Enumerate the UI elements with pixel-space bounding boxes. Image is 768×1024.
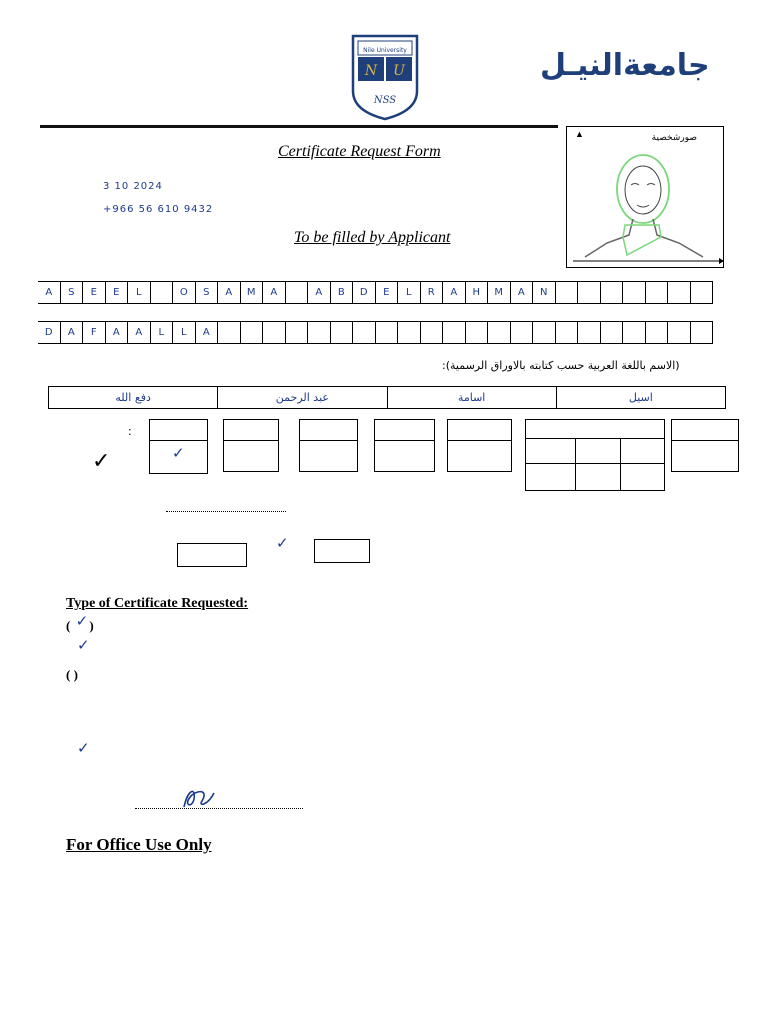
svg-text:NSS: NSS [373,95,397,106]
letter-cell[interactable] [285,281,309,304]
letter-cell[interactable] [217,321,241,344]
option-box-5-header [447,419,512,441]
letter-cell[interactable]: A [105,321,129,344]
letter-cell[interactable]: D [352,281,376,304]
option-box-6[interactable] [671,440,739,472]
letter-cell[interactable]: E [82,281,106,304]
letter-cell[interactable] [622,321,646,344]
option-group-cell-1[interactable] [525,438,576,464]
arabic-grandfather-name[interactable]: عبد الرحمن [217,387,386,408]
letter-cell[interactable]: L [127,281,151,304]
letter-cell[interactable] [667,321,691,344]
handwritten-phone: +966 56 610 9432 [103,204,214,215]
hand-tick-icon: ✓ [77,636,90,654]
arabic-family-name[interactable]: دفع الله [115,391,151,404]
letter-cell[interactable]: A [127,321,151,344]
option-box-4-header [374,419,435,441]
header-rule [40,125,558,128]
option-group-cell-2[interactable] [575,438,621,464]
svg-text:U: U [393,63,405,79]
letter-cell[interactable]: M [240,281,264,304]
letter-cell[interactable] [555,321,579,344]
face-silhouette-icon [567,127,723,267]
letter-cell[interactable] [667,281,691,304]
open-paren: ( [66,618,71,633]
letter-cell[interactable] [690,281,714,304]
letter-cell[interactable]: B [330,281,354,304]
letter-cell[interactable]: A [510,281,534,304]
letter-cell[interactable] [307,321,331,344]
letter-cell[interactable]: L [397,281,421,304]
letter-cell[interactable]: A [195,321,219,344]
letter-cell[interactable] [622,281,646,304]
letter-cell[interactable]: M [487,281,511,304]
letter-cell[interactable] [465,321,489,344]
photo-marker: ▲ [575,129,584,139]
letter-cell[interactable]: A [60,321,84,344]
svg-text:N: N [364,63,378,79]
letter-cell[interactable] [645,281,669,304]
letter-cell[interactable]: E [375,281,399,304]
university-crest-logo [350,33,420,121]
option-box-1[interactable] [149,440,208,474]
letter-cell[interactable]: R [420,281,444,304]
signature-scribble-icon [178,785,218,813]
letter-cell[interactable]: L [150,321,174,344]
letter-cell[interactable]: E [105,281,129,304]
office-use-heading: For Office Use Only [66,835,212,854]
name-grid-row-2 [38,321,728,344]
photo-label: صورشخصية [651,133,697,143]
letter-cell[interactable] [352,321,376,344]
letter-cell[interactable]: S [60,281,84,304]
letter-cell[interactable]: H [465,281,489,304]
option-group-cell-5[interactable] [575,463,621,491]
letter-cell[interactable]: S [195,281,219,304]
option-group-cell-4[interactable] [525,463,576,491]
letter-cell[interactable] [330,321,354,344]
letter-cell[interactable] [645,321,669,344]
option-group-cell-3[interactable] [620,438,665,464]
dotted-line[interactable] [166,511,286,512]
option-box-3[interactable] [299,440,358,472]
letter-cell[interactable] [397,321,421,344]
option-box-5[interactable] [447,440,512,472]
handwritten-date: 3 10 2024 [103,181,163,192]
name-grid-row-1 [38,281,754,304]
option-group-header [525,419,665,439]
letter-cell[interactable]: A [442,281,466,304]
form-title: Certificate Request Form [278,143,441,160]
arabic-first-name[interactable]: اسيل [556,387,725,408]
close-paren: ) [89,618,94,633]
letter-cell[interactable] [442,321,466,344]
letter-cell[interactable]: F [82,321,106,344]
letter-cell[interactable] [555,281,579,304]
letter-cell[interactable] [240,321,264,344]
letter-cell[interactable] [577,281,601,304]
signature-line[interactable] [135,808,303,809]
letter-cell[interactable] [532,321,556,344]
letter-cell[interactable] [420,321,444,344]
letter-cell[interactable]: D [38,321,61,344]
small-field-1[interactable] [177,543,247,567]
letter-cell[interactable]: A [38,281,61,304]
option-box-3-header [299,419,358,441]
option-box-1-header [149,419,208,441]
arabic-father-name[interactable]: اسامة [387,387,556,408]
certificate-type-heading: Type of Certificate Requested: [66,596,249,611]
hand-tick-icon: ✓ [276,534,289,552]
option-box-2[interactable] [223,440,279,472]
arabic-name-fields [48,386,726,409]
check-mark-icon: ✓ [92,448,111,473]
letter-cell[interactable] [375,321,399,344]
photo-box[interactable] [566,126,724,268]
colon-mark: : [128,423,132,438]
form-subtitle: To be filled by Applicant [294,229,451,246]
letter-cell[interactable] [600,281,624,304]
letter-cell[interactable] [150,281,174,304]
letter-cell[interactable] [690,321,714,344]
letter-cell[interactable]: A [307,281,331,304]
option-group-cell-6[interactable] [620,463,665,491]
hand-tick-icon: ✓ [172,444,185,462]
letter-cell[interactable]: O [172,281,196,304]
letter-cell[interactable]: N [532,281,556,304]
letter-cell[interactable] [600,321,624,344]
certificate-option-2[interactable]: ( ) [66,667,78,682]
hand-tick-icon: ✓ [75,612,89,630]
letter-cell[interactable] [285,321,309,344]
arabic-name-note: (الاسم باللغة العربية حسب كتابته بالاوراق الرسمية): [442,359,680,372]
option-box-2-header [223,419,279,441]
letter-cell[interactable] [487,321,511,344]
letter-cell[interactable]: A [217,281,241,304]
letter-cell[interactable]: A [262,281,286,304]
certificate-option-1[interactable] [66,612,94,634]
letter-cell[interactable] [262,321,286,344]
svg-text:Nile University: Nile University [363,47,407,54]
option-box-4[interactable] [374,440,435,472]
option-box-6-header [671,419,739,441]
letter-cell[interactable]: L [172,321,196,344]
small-field-2[interactable] [314,539,370,563]
letter-cell[interactable] [510,321,534,344]
hand-tick-icon: ✓ [77,739,90,757]
letter-cell[interactable] [577,321,601,344]
university-name-arabic: جامعةالنيـل [540,48,710,83]
